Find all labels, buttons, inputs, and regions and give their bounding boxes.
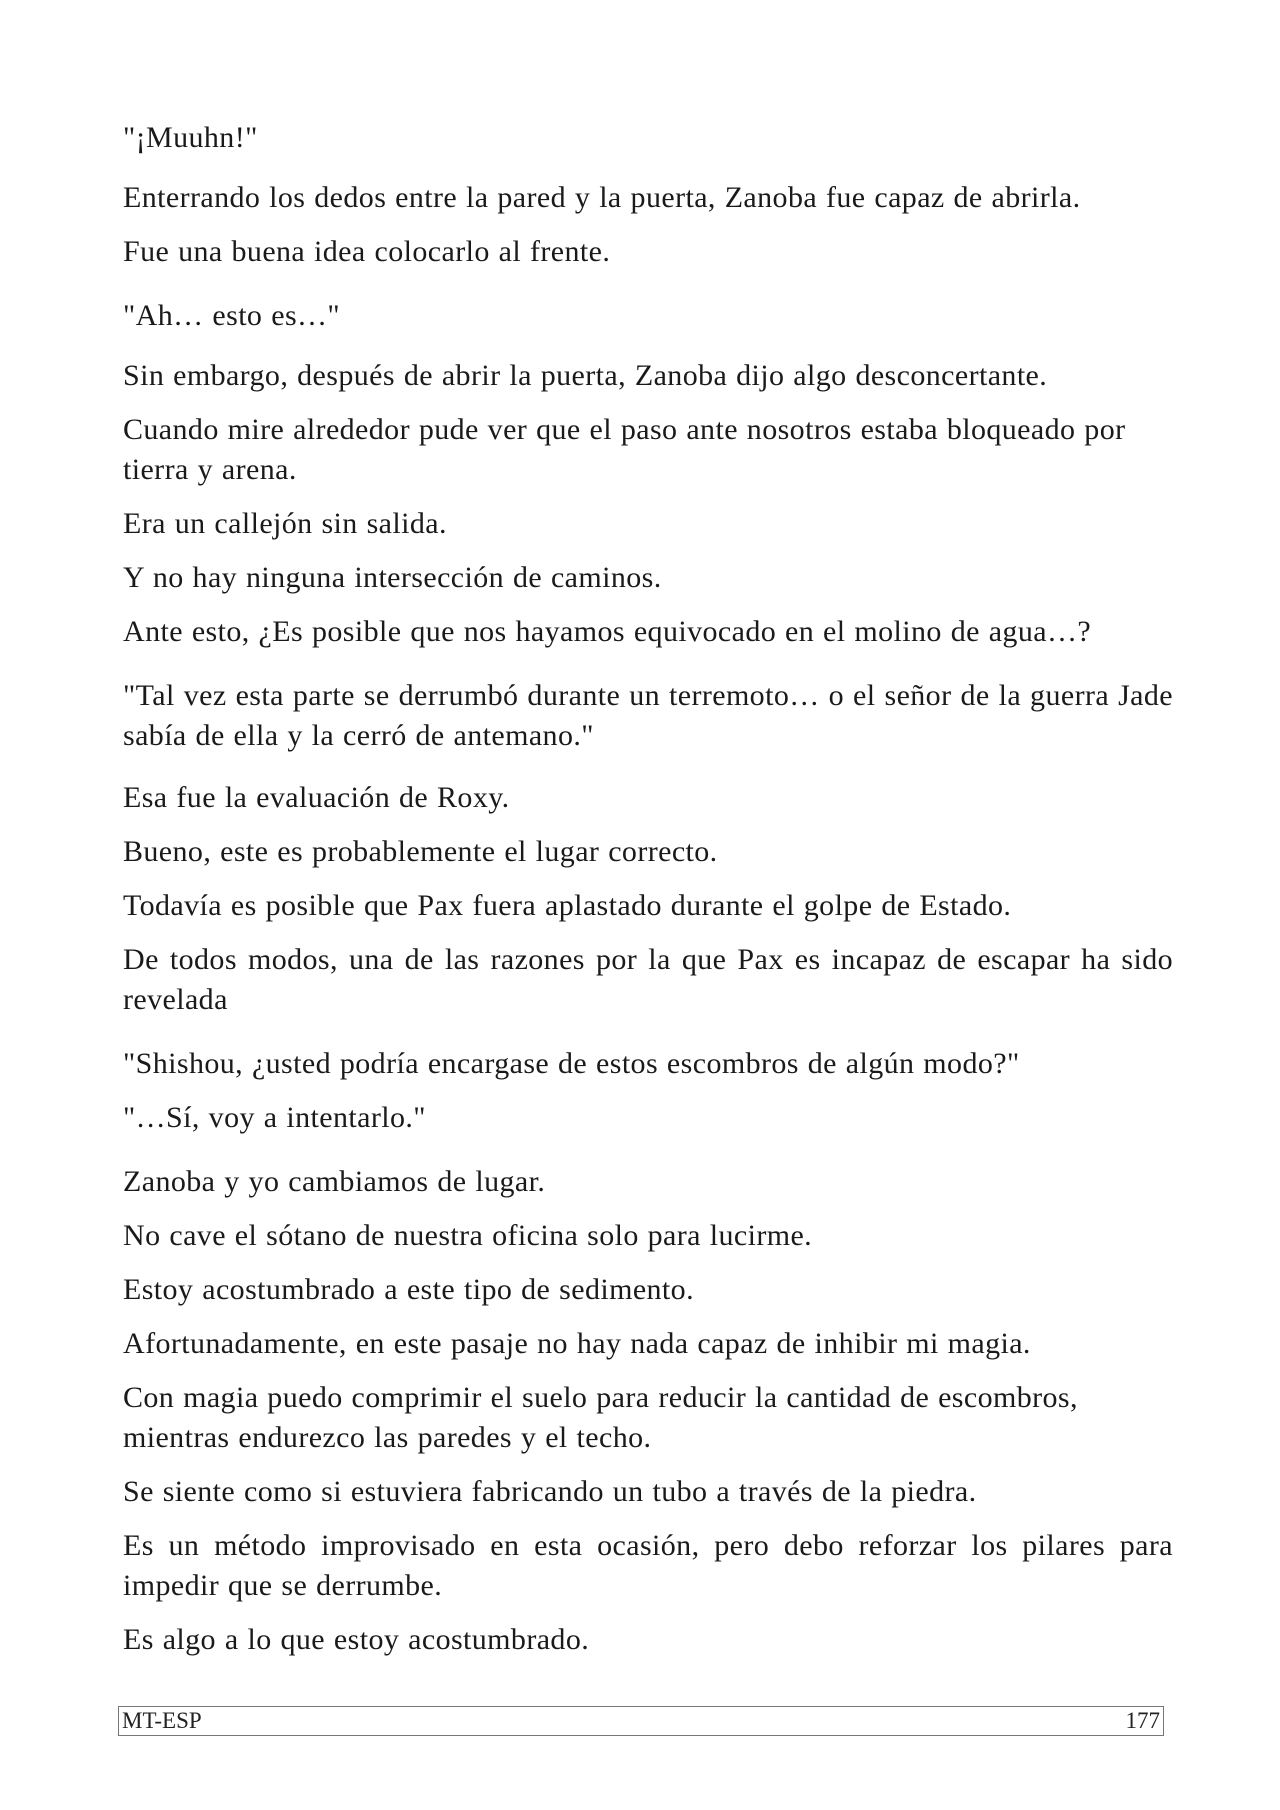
- page-footer: [118, 1706, 1164, 1736]
- paragraph: Cuando mire alrededor pude ver que el paso ante nosotros estaba bloqueado por tierra y arena.: [123, 413, 1126, 486]
- paragraph: Fue una buena idea colocarlo al frente.: [123, 235, 611, 268]
- page-number: 177: [1125, 1708, 1160, 1733]
- paragraph: Se siente como si estuviera fabricando un tubo a través de la piedra.: [123, 1475, 977, 1508]
- footer-label: MT-ESP: [122, 1708, 202, 1733]
- paragraph: Con magia puedo comprimir el suelo para reducir la cantidad de escombros, mientras endurezco las paredes y el techo.: [123, 1381, 1078, 1454]
- paragraph: Todavía es posible que Pax fuera aplastado durante el golpe de Estado.: [123, 889, 1012, 922]
- paragraph: "Tal vez esta parte se derrumbó durante un terremoto… o el señor de la guerra Jade sabía de ella y la cerró de antemano.": [123, 679, 1173, 752]
- paragraph: Esa fue la evaluación de Roxy.: [123, 781, 510, 814]
- paragraph: De todos modos, una de las razones por la que Pax es incapaz de escapar ha sido revelada: [123, 943, 1173, 1016]
- paragraph: Afortunadamente, en este pasaje no hay nada capaz de inhibir mi magia.: [123, 1327, 1031, 1360]
- paragraph: "Shishou, ¿usted podría encargase de estos escombros de algún modo?": [123, 1047, 1020, 1080]
- paragraph: Enterrando los dedos entre la pared y la puerta, Zanoba fue capaz de abrirla.: [123, 181, 1081, 214]
- paragraph: "…Sí, voy a intentarlo.": [123, 1101, 426, 1134]
- paragraph: Es un método improvisado en esta ocasión, pero debo reforzar los pilares para impedir que se derrumbe.: [123, 1529, 1173, 1602]
- paragraph: "¡Muuhn!": [123, 121, 258, 154]
- page-body: [123, 118, 1173, 1674]
- paragraph: Y no hay ninguna intersección de caminos.: [123, 561, 662, 594]
- paragraph: No cave el sótano de nuestra oficina solo para lucirme.: [123, 1219, 813, 1252]
- paragraph: Bueno, este es probablemente el lugar correcto.: [123, 835, 718, 868]
- paragraph: "Ah… esto es…": [123, 299, 341, 332]
- paragraph: Era un callejón sin salida.: [123, 507, 447, 540]
- paragraph: Estoy acostumbrado a este tipo de sedimento.: [123, 1273, 694, 1306]
- paragraph: Zanoba y yo cambiamos de lugar.: [123, 1165, 546, 1198]
- paragraph: Es algo a lo que estoy acostumbrado.: [123, 1623, 590, 1656]
- paragraph: Sin embargo, después de abrir la puerta, Zanoba dijo algo desconcertante.: [123, 359, 1048, 392]
- paragraph: Ante esto, ¿Es posible que nos hayamos equivocado en el molino de agua…?: [123, 615, 1092, 648]
